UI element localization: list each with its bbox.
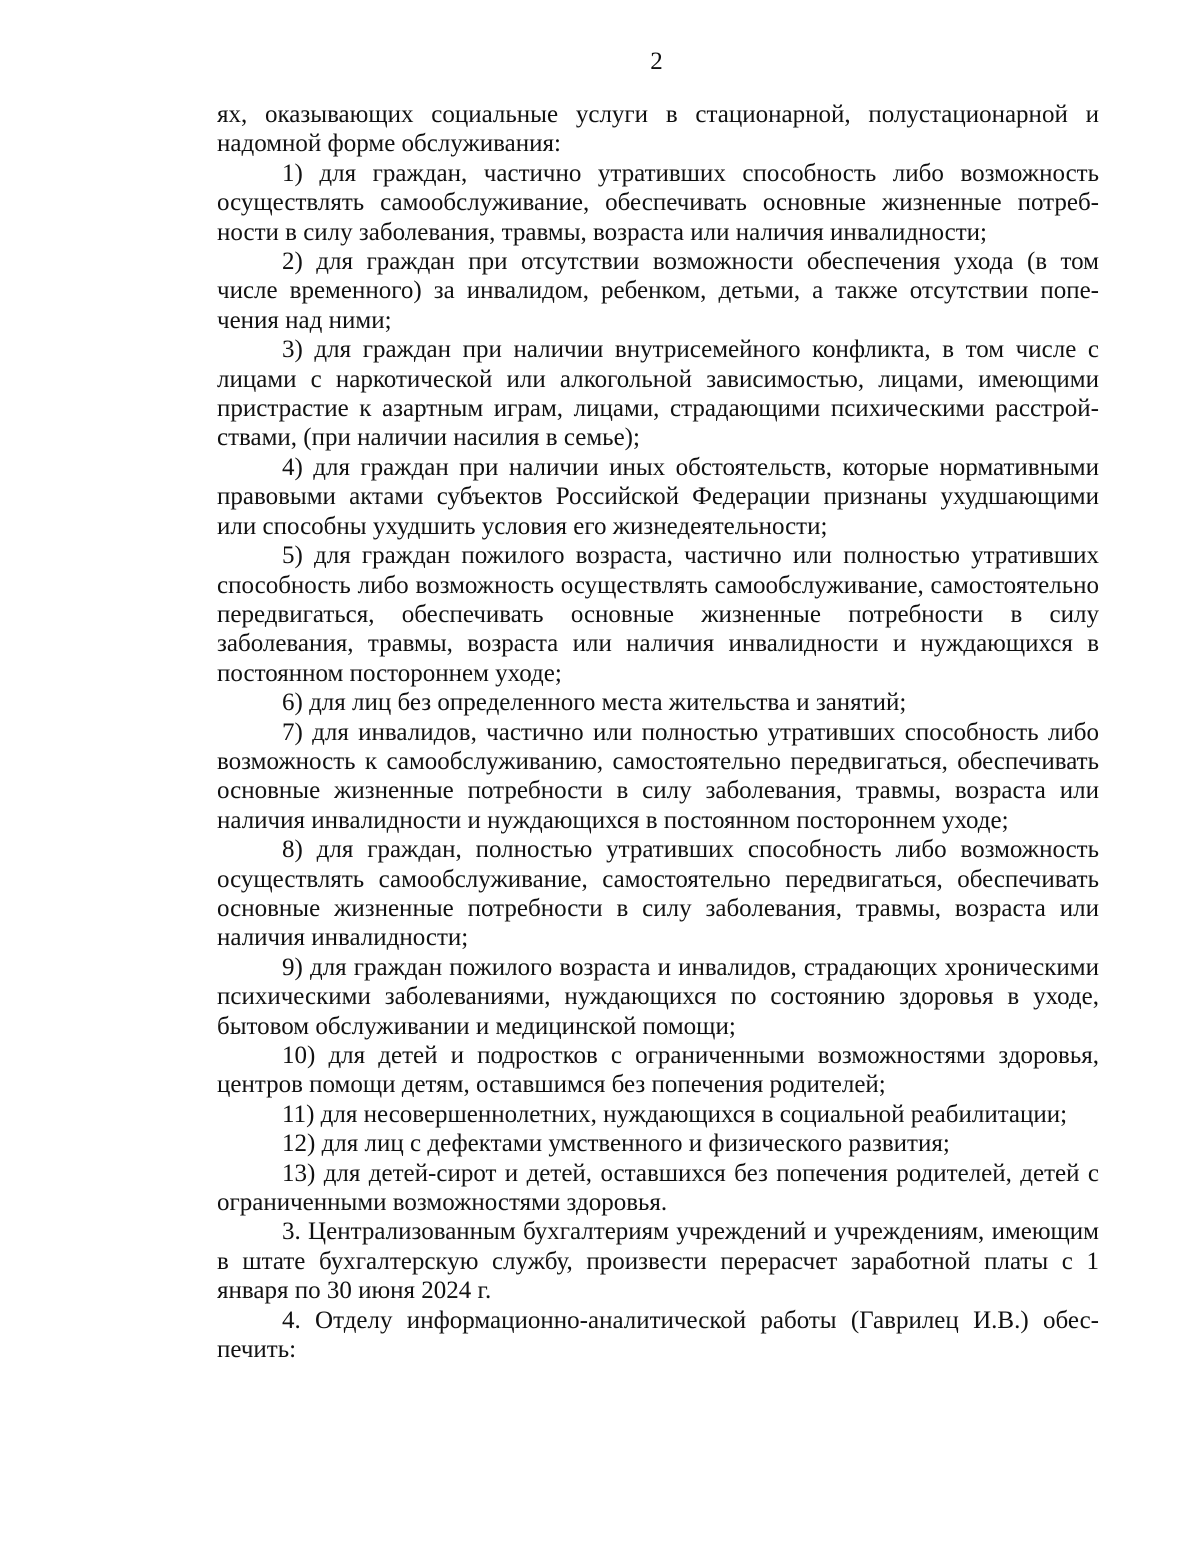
- list-item-4: 4) для граждан при наличии иных обстоятельств, которые нормативными правовыми актами субъектов Российской Федерации признаны ухудшающими или способны ухудшить условия его жизнедеятельности;: [217, 453, 1099, 540]
- paragraph-continuation: ях, оказывающих социальные услуги в стационарной, полустационарной и надомной форме обслуживания:: [217, 101, 1099, 158]
- list-item-1: 1) для граждан, частично утративших способность либо возможность осуществлять самообслуживание, обеспечивать основные жизненные потребности в силу заболевания, травмы, возраста или наличия инвалидности;: [217, 159, 1099, 246]
- clause-4: 4. Отделу информационно-аналитической работы (Гаврилец И.В.) обеспечить:: [217, 1306, 1099, 1364]
- list-item-12: 12) для лиц с дефектами умственного и физического развития;: [282, 1130, 950, 1158]
- document-body: [217, 100, 1099, 1364]
- list-item-3: 3) для граждан при наличии внутрисемейного конфликта, в том числе с лицами с наркотической или алкогольной зависимостью, лицами, имеющими пристрастие к азартным играм, лицами, страдающими психическими расстройствами, (при наличии насилия в семье);: [217, 336, 1099, 452]
- list-item-5: 5) для граждан пожилого возраста, частично или полностью утративших способность либо возможность осуществлять самообслуживание, самостоятельно передвигаться, обеспечивать основные жизненные потребности в силу заболевания, травмы, возраста или наличия инвалидности и нуждающихся в постоянном постороннем уходе;: [217, 542, 1099, 687]
- list-item-8: 8) для граждан, полностью утративших способность либо возможность осуществлять самообслуживание, самостоятельно передвигаться, обеспечивать основные жизненные потребности в силу заболевания, травмы, возраста или наличия инвалидности;: [217, 836, 1099, 952]
- list-item-6: 6) для лиц без определенного места жительства и занятий;: [282, 689, 907, 717]
- list-item-7: 7) для инвалидов, частично или полностью утративших способность либо возможность к самообслуживанию, самостоятельно передвигаться, обеспечивать основные жизненные потребности в силу заболевания, травмы, возраста или наличия инвалидности и нуждающихся в постоянном постороннем уходе;: [217, 718, 1099, 834]
- list-item-10: 10) для детей и подростков с ограниченными возможностями здоровья, центров помощи детям, оставшимся без попечения родителей;: [217, 1042, 1099, 1099]
- list-item-13: 13) для детей-сирот и детей, оставшихся без попечения родителей, детей с ограниченными возможностями здоровья.: [217, 1159, 1099, 1217]
- clause-3: 3. Централизованным бухгалтериям учреждений и учреждениям, имеющим в штате бухгалтерскую службу, произвести перерасчет заработной платы с 1 января по 30 июня 2024 г.: [217, 1218, 1099, 1305]
- list-item-9: 9) для граждан пожилого возраста и инвалидов, страдающих хроническими психическими заболеваниями, нуждающихся по состоянию здоровья в уходе, бытовом обслуживании и медицинской помощи;: [217, 953, 1099, 1040]
- page-number: 2: [650, 48, 663, 75]
- list-item-11: 11) для несовершеннолетних, нуждающихся в социальной реабилитации;: [282, 1100, 1068, 1128]
- list-item-2: 2) для граждан при отсутствии возможности обеспечения ухода (в том числе временного) за инвалидом, ребенком, детьми, а также отсутствии попечения над ними;: [217, 248, 1099, 334]
